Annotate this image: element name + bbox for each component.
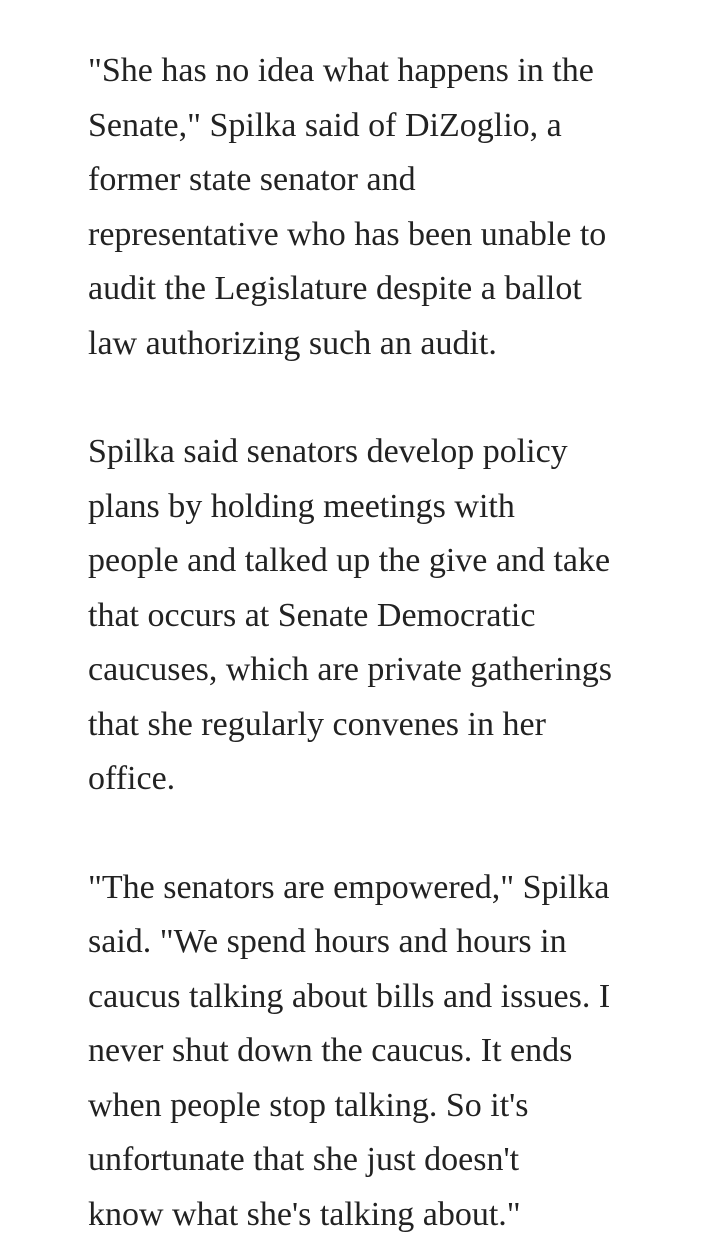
text-line: caucus talking about bills and issues. I — [88, 970, 668, 1025]
text-line: that occurs at Senate Democratic — [88, 589, 668, 644]
text-line: former state senator and — [88, 153, 668, 208]
text-line: people and talked up the give and take — [88, 534, 668, 589]
paragraph-2 — [88, 425, 668, 807]
text-line: plans by holding meetings with — [88, 480, 668, 535]
text-line: audit the Legislature despite a ballot — [88, 262, 668, 317]
text-line: "The senators are empowered," Spilka — [88, 861, 668, 916]
text-line: "She has no idea what happens in the — [88, 44, 668, 99]
paragraph-1 — [88, 44, 668, 371]
text-line: office. — [88, 752, 668, 807]
article-body — [88, 44, 668, 1242]
text-line: Senate," Spilka said of DiZoglio, a — [88, 99, 668, 154]
text-line: know what she's talking about." — [88, 1188, 668, 1242]
text-line: never shut down the caucus. It ends — [88, 1024, 668, 1079]
text-line: said. "We spend hours and hours in — [88, 915, 668, 970]
text-line: law authorizing such an audit. — [88, 317, 668, 372]
text-line: when people stop talking. So it's — [88, 1079, 668, 1134]
text-line: caucuses, which are private gatherings — [88, 643, 668, 698]
paragraph-3 — [88, 861, 668, 1242]
text-line: that she regularly convenes in her — [88, 698, 668, 753]
text-line: Spilka said senators develop policy — [88, 425, 668, 480]
text-line: unfortunate that she just doesn't — [88, 1133, 668, 1188]
text-line: representative who has been unable to — [88, 208, 668, 263]
